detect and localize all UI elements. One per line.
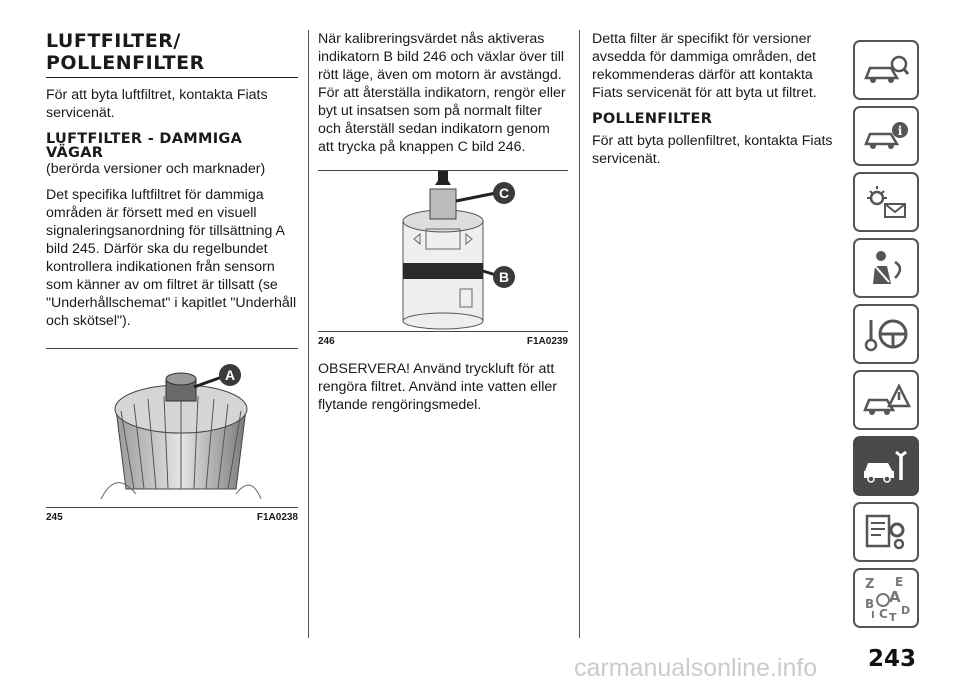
filter-indicator-illustration bbox=[318, 171, 568, 331]
title-line-1: LUFTFILTER/ bbox=[46, 30, 181, 52]
note-paragraph: OBSERVERA! Använd tryckluft för att rengöra filtret. Använd inte vatten eller flytande rengöringsmedel. bbox=[318, 361, 557, 413]
body-paragraph: När kalibreringsvärdet nås aktiveras indikatorn B bild 246 och växlar över till rött läge, även om motorn är avstängd. För att återställa indikatorn, rengör eller byt ut insatsen som på normalt filter och återställ sedan indikatorn genom att trycka på knappen C bild 246. bbox=[318, 31, 566, 155]
svg-text:T: T bbox=[889, 611, 897, 622]
svg-text:Z: Z bbox=[865, 577, 875, 592]
car-magnifier-icon bbox=[861, 50, 911, 90]
tab-alphabet-index[interactable] bbox=[853, 568, 919, 628]
tab-car-wrench[interactable] bbox=[853, 436, 919, 496]
figure-label-c: C bbox=[498, 185, 510, 201]
svg-text:D: D bbox=[901, 604, 911, 617]
figure-label-b: B bbox=[498, 269, 510, 285]
tab-car-info[interactable] bbox=[853, 106, 919, 166]
figure-number: 246 bbox=[318, 336, 335, 347]
column-middle bbox=[318, 30, 568, 422]
air-filter-illustration bbox=[46, 349, 298, 507]
key-steering-icon bbox=[861, 314, 911, 354]
body-paragraph-2: För att byta pollenfiltret, kontakta Fiats servicenät. bbox=[592, 133, 833, 167]
car-wrench-icon bbox=[861, 446, 911, 486]
tab-seatbelt-airbag[interactable] bbox=[853, 238, 919, 298]
body-paragraph: Detta filter är specifikt för versioner avsedda för dammiga områden, det rekommenderas därför att kontakta Fiats servicenät för att byta ut filtret. bbox=[592, 31, 817, 101]
intro-paragraph: För att byta luftfiltret, kontakta Fiats servicenät. bbox=[46, 87, 268, 121]
svg-text:C: C bbox=[879, 607, 888, 621]
svg-text:A: A bbox=[889, 588, 901, 606]
title-line-2: POLLENFILTER bbox=[46, 52, 205, 74]
alphabet-index-icon bbox=[861, 574, 911, 622]
figure-number: 245 bbox=[46, 512, 63, 523]
subsection-title: POLLENFILTER bbox=[592, 111, 713, 127]
seatbelt-airbag-icon bbox=[861, 248, 911, 288]
car-info-icon bbox=[861, 116, 911, 156]
warning-lights-icon bbox=[861, 182, 911, 222]
figure-label-a: A bbox=[224, 367, 236, 383]
tab-specs-gears[interactable] bbox=[853, 502, 919, 562]
column-divider bbox=[579, 30, 580, 638]
section-title bbox=[46, 30, 298, 78]
figure-code: F1A0239 bbox=[526, 336, 568, 347]
car-warning-triangle-icon bbox=[861, 380, 911, 420]
page-number: 243 bbox=[868, 646, 917, 672]
svg-text:i: i bbox=[897, 124, 903, 138]
svg-text:I: I bbox=[871, 610, 875, 621]
subtitle-line-2: VÄGAR bbox=[46, 145, 104, 161]
column-left bbox=[46, 30, 298, 523]
subsection-title bbox=[46, 132, 298, 160]
tab-key-steering[interactable] bbox=[853, 304, 919, 364]
specs-gears-icon bbox=[861, 512, 911, 552]
figure-245 bbox=[46, 348, 298, 523]
tab-car-magnifier[interactable] bbox=[853, 40, 919, 100]
column-right bbox=[592, 30, 842, 176]
watermark: carmanualsonline.info bbox=[574, 654, 818, 682]
column-divider bbox=[308, 30, 309, 638]
svg-text:B: B bbox=[865, 597, 875, 611]
tab-warning-lights[interactable] bbox=[853, 172, 919, 232]
body-paragraph: Det specifika luftfiltret för dammiga områden är försett med en visuell signaleringsanordning för tillsättning A bild 245. Därför ska du regelbundet kontrollera indikationen från sensorn som känner av om filtret är tillsatt (se "Underhållschemat" i kapitlet "Underhåll och skötsel"). bbox=[46, 187, 297, 329]
figure-246 bbox=[318, 170, 568, 347]
chapter-tabs bbox=[853, 40, 919, 634]
subtitle-line-1: LUFTFILTER - DAMMIGA bbox=[46, 131, 243, 147]
subsection-note: (berörda versioner och marknader) bbox=[46, 161, 266, 177]
figure-code: F1A0238 bbox=[256, 512, 298, 523]
svg-text:E: E bbox=[895, 575, 904, 589]
tab-car-warning-triangle[interactable] bbox=[853, 370, 919, 430]
